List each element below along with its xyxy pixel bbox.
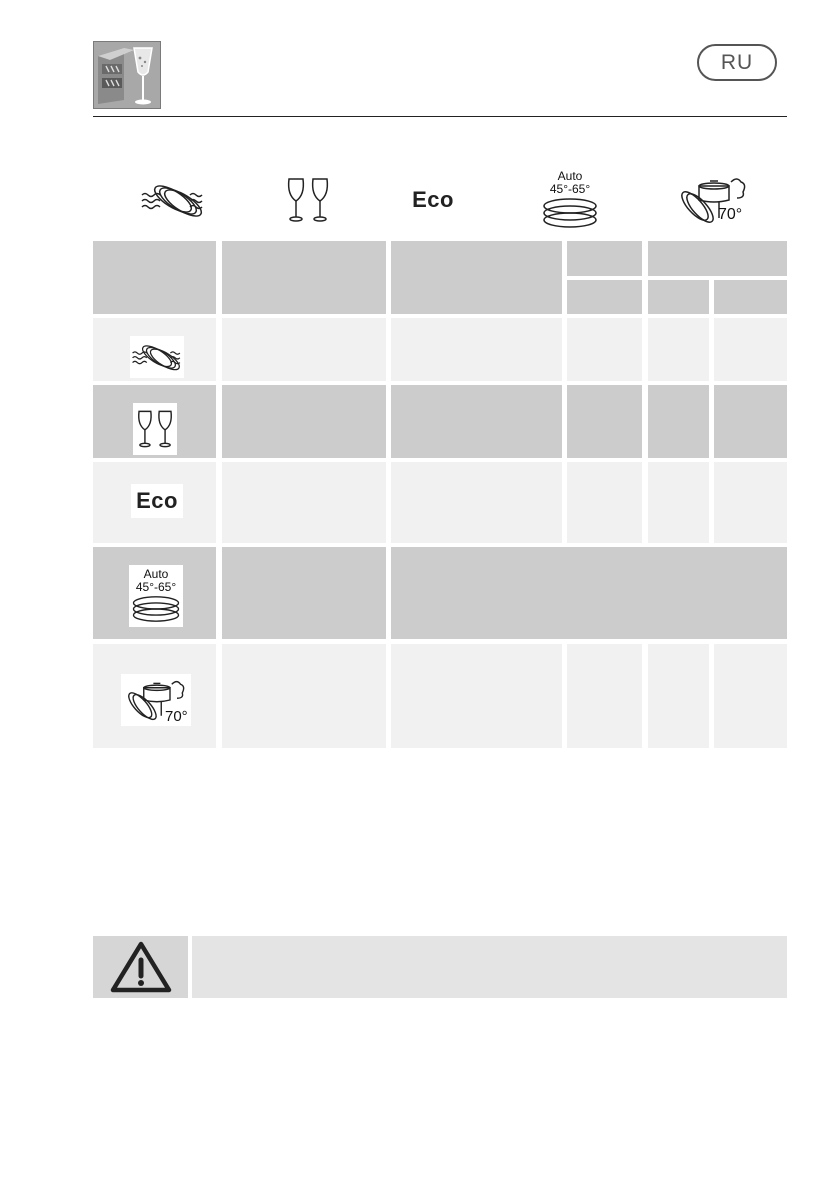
table-row-prewash xyxy=(93,318,216,381)
auto-label: Auto xyxy=(143,567,169,581)
wine-glasses-icon xyxy=(253,160,363,240)
language-badge: RU xyxy=(697,44,777,81)
intensive-pot-icon xyxy=(121,674,191,726)
table-cell xyxy=(714,318,787,381)
table-header-col-4 xyxy=(567,241,642,276)
table-cell xyxy=(648,385,709,458)
table-cell xyxy=(391,462,562,543)
eco-label: Eco xyxy=(136,488,178,513)
table-header-col-3 xyxy=(391,241,562,314)
table-row-eco xyxy=(93,462,216,543)
table-header-col-2 xyxy=(222,241,386,314)
table-cell xyxy=(222,385,386,458)
table-cell xyxy=(714,462,787,543)
table-cell-merged xyxy=(391,547,787,639)
table-cell xyxy=(222,547,386,639)
table-row-intensive xyxy=(93,644,216,748)
eco-icon xyxy=(378,160,488,240)
header-divider xyxy=(93,116,787,117)
warning-box xyxy=(93,936,787,998)
auto-plates-icon xyxy=(515,160,625,240)
table-cell xyxy=(714,385,787,458)
eco-icon xyxy=(131,484,183,518)
table-header-program xyxy=(93,241,216,314)
warning-triangle-icon xyxy=(109,940,173,994)
table-cell xyxy=(222,644,386,748)
auto-temp-label: 45°-65° xyxy=(135,580,177,594)
table-cell xyxy=(567,644,642,748)
table-cell xyxy=(567,385,642,458)
table-cell xyxy=(391,385,562,458)
auto-plates-icon xyxy=(129,565,183,627)
table-subheader-col-5b xyxy=(714,280,787,314)
table-cell xyxy=(648,462,709,543)
intensive-temp-label: 70° xyxy=(165,708,188,725)
auto-temp-label: 45°-65° xyxy=(549,182,591,196)
auto-label: Auto xyxy=(557,169,583,183)
table-cell xyxy=(648,318,709,381)
table-cell xyxy=(714,644,787,748)
table-cell xyxy=(222,318,386,381)
table-cell xyxy=(391,318,562,381)
wine-glasses-icon xyxy=(133,403,177,455)
intensive-temp-label: 70° xyxy=(718,206,743,223)
dishwasher-logo xyxy=(93,41,161,109)
table-cell xyxy=(648,644,709,748)
table-cell xyxy=(391,644,562,748)
table-row-glasses xyxy=(93,385,216,458)
table-header-col-5 xyxy=(648,241,787,276)
table-cell xyxy=(567,318,642,381)
table-subheader-col-4 xyxy=(567,280,642,314)
warning-icon-cell xyxy=(93,936,188,998)
table-cell xyxy=(567,462,642,543)
eco-label: Eco xyxy=(412,187,454,212)
prewash-plates-icon xyxy=(130,336,184,378)
warning-text-area xyxy=(192,936,787,998)
program-icon-row xyxy=(93,160,787,240)
intensive-pot-icon xyxy=(658,160,768,240)
table-subheader-col-5a xyxy=(648,280,709,314)
table-row-auto xyxy=(93,547,216,639)
table-cell xyxy=(222,462,386,543)
prewash-plates-icon xyxy=(118,160,228,240)
